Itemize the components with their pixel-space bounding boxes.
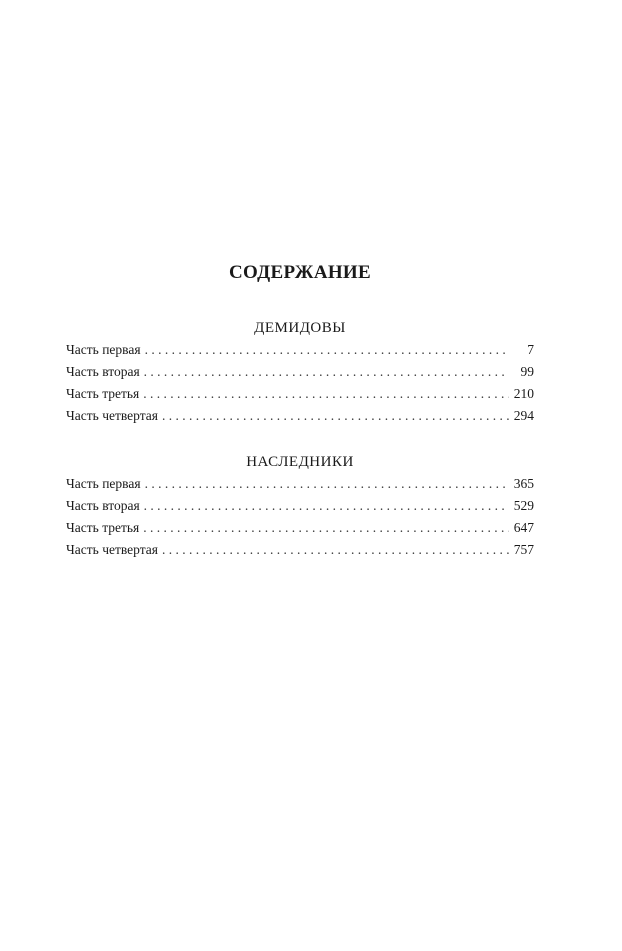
dot-leader [143, 517, 509, 539]
toc-title: СОДЕРЖАНИЕ [229, 262, 371, 283]
toc-entry-list [66, 473, 534, 561]
toc-entry-label: Часть вторая [66, 364, 140, 379]
toc-entry-label: Часть четвертая [66, 408, 158, 423]
toc-entry-label: Часть четвертая [66, 542, 158, 557]
dot-leader [162, 539, 509, 561]
toc-entry-page-number: 99 [520, 364, 534, 379]
toc-section-nasledniki [66, 451, 534, 561]
dot-leader [144, 361, 509, 383]
toc-entry-page-number: 529 [513, 498, 534, 513]
dot-leader [162, 405, 509, 427]
dot-leader [145, 339, 509, 361]
section-heading: ДЕМИДОВЫ [254, 320, 346, 336]
toc-entry-list [66, 339, 534, 427]
dot-leader [145, 473, 509, 495]
toc-entry-label: Часть вторая [66, 498, 140, 513]
toc-entry-label: Часть первая [66, 476, 141, 491]
toc-entry-page-number: 365 [513, 476, 534, 491]
toc-entry-label: Часть первая [66, 342, 141, 357]
toc-section-demidovy [66, 317, 534, 427]
toc-entry-label: Часть третья [66, 386, 140, 401]
dot-leader [144, 495, 509, 517]
dot-leader [143, 383, 509, 405]
toc-entry-page-number: 210 [513, 386, 534, 401]
toc-entry-page-number: 757 [513, 542, 534, 557]
toc-entry [66, 539, 534, 561]
toc-entry [66, 473, 534, 495]
toc-entry-page-number: 7 [527, 342, 534, 357]
toc-entry-page-number: 294 [513, 408, 534, 423]
toc-entry [66, 495, 534, 517]
toc-entry [66, 361, 534, 383]
section-heading: НАСЛЕДНИКИ [246, 454, 354, 470]
toc-entry [66, 517, 534, 539]
toc-entry-label: Часть третья [66, 520, 140, 535]
toc-entry [66, 339, 534, 361]
toc-entry-page-number: 647 [513, 520, 534, 535]
toc-entry [66, 405, 534, 427]
toc-entry [66, 383, 534, 405]
